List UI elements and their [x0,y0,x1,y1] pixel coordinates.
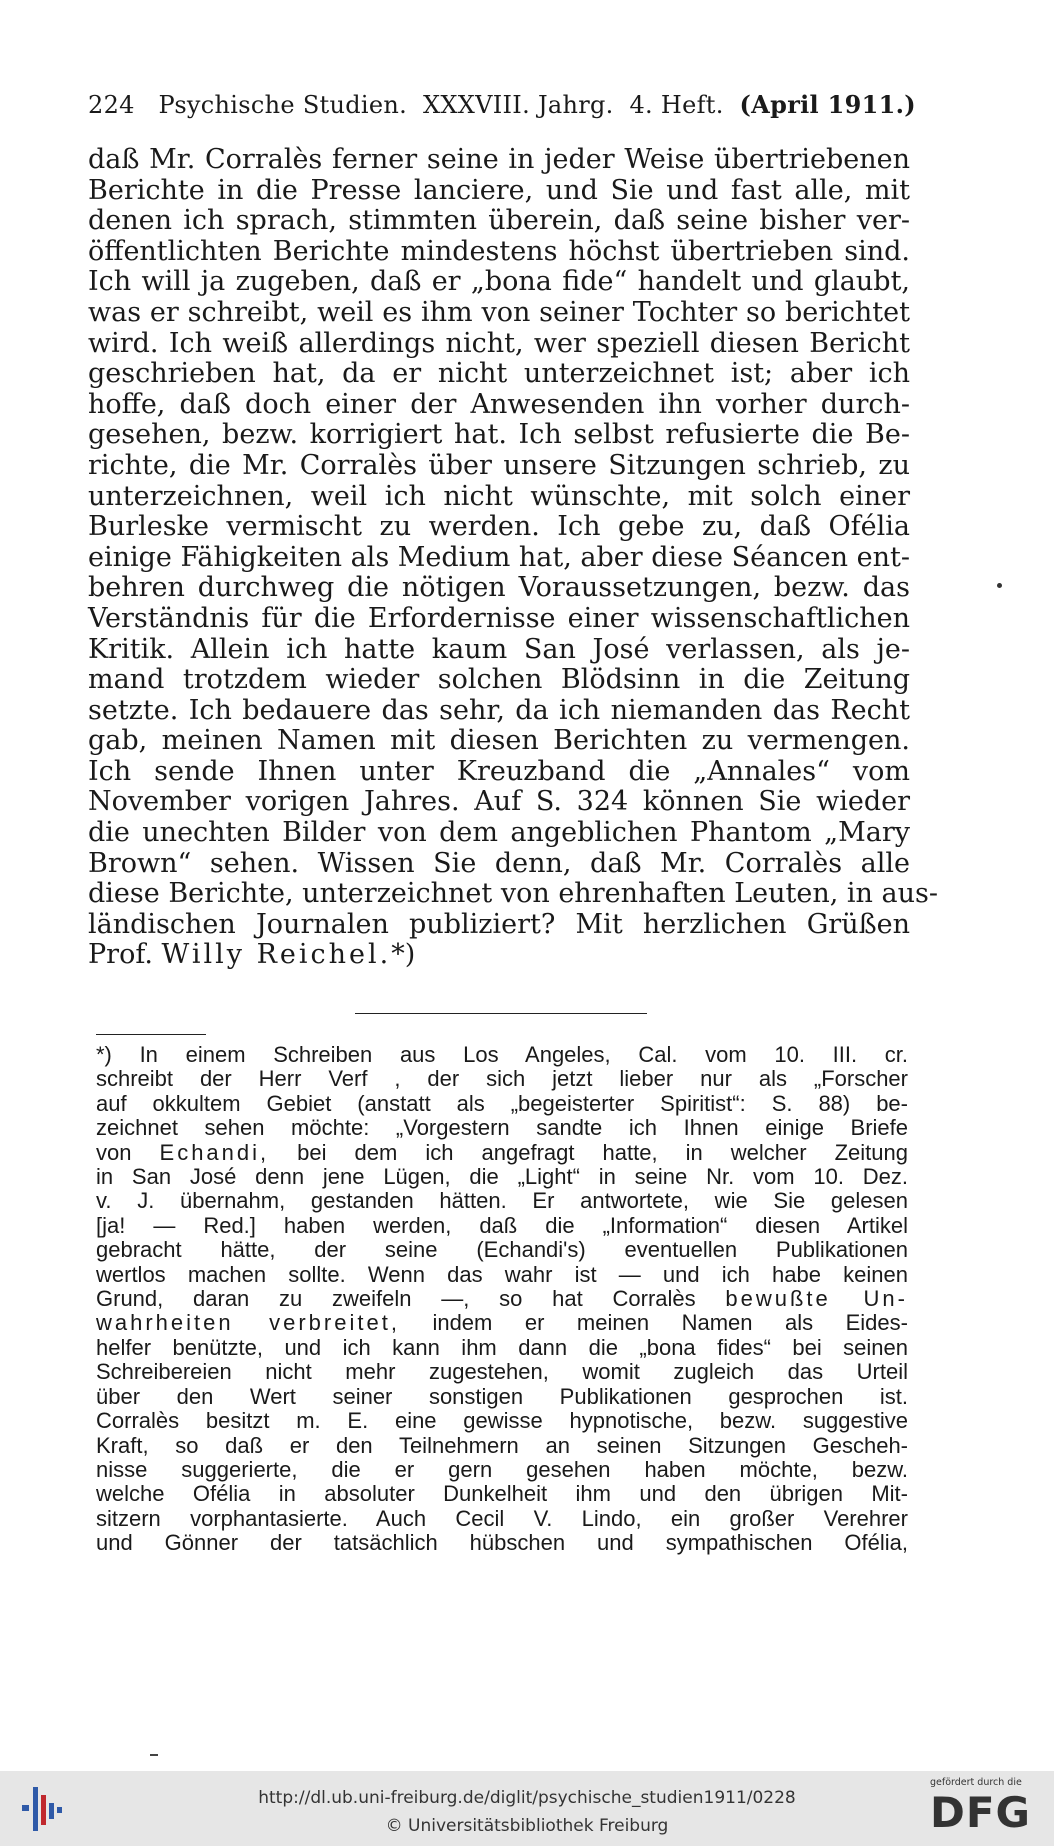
copyright-notice: © Universitätsbibliothek Freiburg [385,1816,669,1836]
footer-bar [0,1771,1054,1846]
letter-body [88,144,938,971]
footnote-text: von [96,1139,132,1165]
body-line: Burleske vermischt zu werden. Ich gebe zu, daß Ofélia [88,511,910,543]
signature-prefix: Prof. [88,939,153,971]
footnote-line: in San José denn jene Lügen, die „Light“ in seine Nr. vom 10. Dez. [96,1164,908,1190]
section-separator [355,1013,647,1014]
footnote-line [96,1287,908,1311]
body-line: hoffe, daß doch einer der Anwesenden ihn vorher durch- [88,388,910,420]
footnote-marker: *) [391,939,416,971]
footnote [96,1043,908,1556]
body-line: November vorigen Jahres. Auf S. 324 können Sie wieder [88,786,910,818]
footnote-line: helfer benützte, und ich kann ihm dann die „bona fides“ bei seinen [96,1334,908,1360]
footnote-emphasis: bewußte Un- [725,1286,908,1312]
footnote-line: nisse suggerierte, die er gern gesehen haben möchte, bezw. [96,1456,908,1482]
body-line: Kritik. Allein ich hatte kaum San José verlassen, als je- [88,633,910,665]
body-line: gab, meinen Namen mit diesen Berichten zu vermengen. [88,725,910,757]
body-line: was er schreibt, weil es ihm von seiner Tochter so berichtet [88,296,910,328]
source-url-link[interactable]: http://dl.ub.uni-freiburg.de/diglit/psychische_studien1911/0228 [258,1788,796,1808]
footnote-text: indem er meinen Namen als Eides- [432,1310,908,1336]
body-line: daß Mr. Corralès ferner seine in jeder Weise übertriebenen [88,144,910,175]
footnote-line: [ja! — Red.] haben werden, daß die „Information“ diesen Artikel [96,1212,908,1238]
sponsor-label: gefördert durch die [930,1777,1022,1788]
footnote-line: gebracht hätte, der seine (Echandi's) eventuellen Publikationen [96,1237,908,1263]
footnote-line: schreibt der Herr Verf , der sich jetzt lieber nur als „Forscher [96,1066,908,1092]
journal-title: Psychische Studien. [158,91,408,119]
volume: XXXVIII. Jahrg. [422,91,614,119]
footnote-text: Grund, daran zu zweifeln —, so hat Corralès [96,1286,696,1312]
body-line: einige Fähigkeiten als Medium hat, aber diese Séancen ent- [88,541,910,573]
body-line: setzte. Ich bedauere das sehr, da ich niemanden das Recht [88,694,910,726]
footnote-separator [96,1034,206,1035]
body-line: richte, die Mr. Corralès über unsere Sitzungen schrieb, zu [88,449,910,481]
body-line: diese Berichte, unterzeichnet von ehrenhaften Leuten, in aus- [88,878,938,910]
footnote-line: welche Ofélia in absoluter Dunkelheit ihm und den übrigen Mit- [96,1481,908,1507]
body-line: geschrieben hat, da er nicht unterzeichnet ist; aber ich [88,358,910,390]
body-line: Ich sende Ihnen unter Kreuzband die „Annales“ vom [88,755,910,787]
footnote-line: über den Wert seiner sonstigen Publikationen gesprochen ist. [96,1383,908,1409]
body-line: denen ich sprach, stimmten überein, daß seine bisher ver- [88,205,910,237]
body-line: unterzeichnen, weil ich nicht wünschte, mit solch einer [88,480,910,512]
running-header [88,90,916,119]
footnote-line: zeichnet sehen möchte: „Vorgestern sandte ich Ihnen einige Briefe [96,1115,908,1141]
footnote-line [96,1311,908,1335]
footnote-emphasis: Echandi, [159,1139,270,1165]
body-line: mand trotzdem wieder solchen Blödsinn in die Zeitung [88,664,910,696]
dfg-logo[interactable]: DFG [930,1788,1032,1837]
body-line: öffentlichten Berichte mindestens höchst übertrieben sind. [88,235,910,267]
body-line: gesehen, bezw. korrigiert hat. Ich selbst refusierte die Be- [88,419,910,451]
body-line: ländischen Journalen publiziert? Mit herzlichen Grüßen [88,908,910,940]
footnote-line: Kraft, so daß er den Teilnehmern an seinen Sitzungen Gescheh- [96,1432,908,1458]
footnote-line: auf okkultem Gebiet (anstatt als „begeisterter Spiritist“: S. 88) be- [96,1090,908,1116]
footnote-line: Schreibereien nicht mehr zugestehen, womit zugleich das Urteil [96,1359,908,1385]
issue-date: (April 1911.) [739,90,916,119]
footnote-line: sitzern vorphantasierte. Auch Cecil V. Lindo, ein großer Verehrer [96,1505,908,1531]
footnote-emphasis: wahrheiten verbreitet, [96,1310,400,1336]
issue: 4. Heft. [629,91,724,119]
body-line: Ich will ja zugeben, daß er „bona fide“ handelt und glaubt, [88,266,910,298]
footnote-text: bei dem ich angefragt hatte, in welcher Zeitung [297,1139,908,1165]
stray-ink-mark [997,583,1002,588]
body-line: wird. Ich weiß allerdings nicht, wer speziell diesen Bericht [88,327,910,359]
signature-name: Willy Reichel. [161,939,392,971]
footnote-line [96,1141,908,1165]
footnote-line: und Gönner der tatsächlich hübschen und sympathischen Ofélia, [96,1530,908,1556]
footnote-line: v. J. übernahm, gestanden hätten. Er antwortete, wie Sie gelesen [96,1188,908,1214]
body-line: die unechten Bilder von dem angeblichen Phantom „Mary [88,817,910,849]
footnote-line: *) In einem Schreiben aus Los Angeles, Cal. vom 10. III. cr. [96,1042,908,1067]
body-line: Brown“ sehen. Wissen Sie denn, daß Mr. Corralès alle [88,847,910,879]
page-number: 224 [88,91,135,119]
footnote-line: wertlos machen sollte. Wenn das wahr ist — und ich habe keinen [96,1261,908,1287]
stray-ink-mark [150,1754,158,1756]
body-line: behren durchweg die nötigen Voraussetzungen, bezw. das [88,572,910,604]
body-line: Verständnis für die Erfordernisse einer wissenschaftlichen [88,602,910,634]
signature-line [88,940,910,971]
footnote-line: Corralès besitzt m. E. eine gewisse hypnotische, bezw. suggestive [96,1408,908,1434]
body-line: Berichte in die Presse lanciere, und Sie und fast alle, mit [88,174,910,206]
